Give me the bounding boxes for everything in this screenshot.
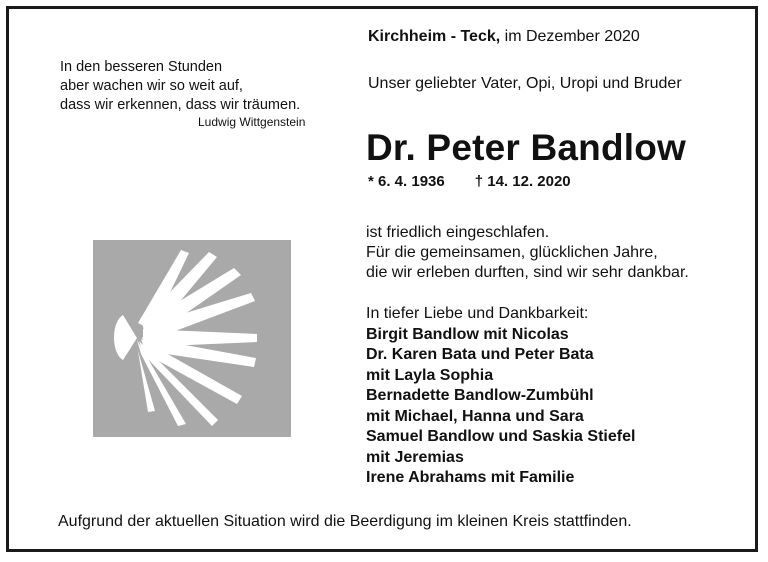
quote-author: Ludwig Wittgenstein xyxy=(198,115,306,129)
mourner-line: mit Layla Sophia xyxy=(366,366,494,384)
message xyxy=(366,223,689,283)
quote-line: In den besseren Stunden xyxy=(60,59,223,75)
funeral-note: Aufgrund der aktuellen Situation wird die Beerdigung im kleinen Kreis stattfinden. xyxy=(58,513,632,530)
mourner-line: mit Jeremias xyxy=(366,448,464,466)
date: im Dezember 2020 xyxy=(500,28,640,45)
life-dates xyxy=(368,173,571,190)
mourners-lead: In tiefer Liebe und Dankbarkeit: xyxy=(366,305,589,322)
mourners xyxy=(366,304,635,489)
mourner-line: Bernadette Bandlow-Zumbühl xyxy=(366,387,594,404)
deceased-name: Dr. Peter Bandlow xyxy=(366,127,687,168)
mourner-line: Dr. Karen Bata und Peter Bata xyxy=(366,346,594,363)
message-line: die wir erleben durften, sind wir sehr dankbar. xyxy=(366,264,689,281)
quote-line: aber wachen wir so weit auf, xyxy=(60,78,243,94)
mourner-line: Samuel Bandlow und Saskia Stiefel xyxy=(366,428,636,445)
place-date-header xyxy=(368,28,640,46)
mourner-line: Birgit Bandlow mit Nicolas xyxy=(366,325,569,343)
mourner-line: mit Michael, Hanna und Sara xyxy=(366,407,584,425)
mourner-line: Irene Abrahams mit Familie xyxy=(366,469,575,486)
scallop-shell-icon xyxy=(93,240,291,437)
death-date: † 14. 12. 2020 xyxy=(474,173,571,190)
birth-date: * 6. 4. 1936 xyxy=(368,173,445,190)
message-line: Für die gemeinsamen, glücklichen Jahre, xyxy=(366,244,658,261)
place: Kirchheim - Teck, xyxy=(368,28,501,45)
intro-line: Unser geliebter Vater, Opi, Uropi und Bruder xyxy=(368,75,682,92)
quote-line: dass wir erkennen, dass wir träumen. xyxy=(60,97,301,113)
quote xyxy=(60,58,300,115)
message-line: ist friedlich eingeschlafen. xyxy=(366,224,550,241)
